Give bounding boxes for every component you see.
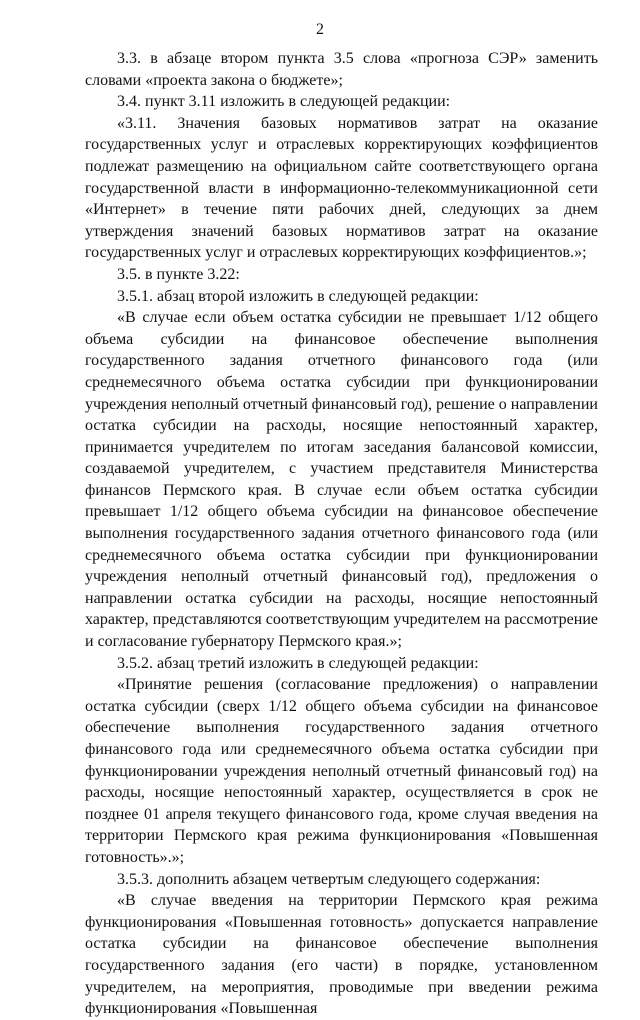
paragraph-3-5-1: 3.5.1. абзац второй изложить в следующей редакции: — [117, 287, 479, 305]
document-body — [85, 48, 598, 1020]
paragraph-3-3: 3.3. в абзаце втором пункта 3.5 слова «прогноза СЭР» заменить словами «проекта закона о бюджете»; — [85, 50, 598, 89]
paragraph-3-5-3: 3.5.3. дополнить абзацем четвертым следующего содержания: — [117, 870, 541, 888]
page-number: 2 — [316, 21, 324, 38]
paragraph-3-4: 3.4. пункт 3.11 изложить в следующей редакции: — [117, 93, 451, 111]
paragraph-3-5-2: 3.5.2. абзац третий изложить в следующей редакции: — [117, 654, 479, 672]
paragraph-3-5-1-text: «В случае если объем остатка субсидии не превышает 1/12 общего объема субсидии на финансовое обеспечение выполнения государственного задания отчетного финансового года (или среднемесячного объема остатка субсидии при функционировании учреждения неполный отчетный финансовый год), решение о направлении остатка субсидии на расходы, носящие непостоянный характер, принимается учредителем по итогам заседания балансовой комиссии, создаваемой учредителем, с участием представителя Министерства финансов Пермского края. В случае если объем остатка субсидии превышает 1/12 общего объема субсидии на финансовое обеспечение выполнения государственного задания отчетного финансового года (или среднемесячного объема остатка субсидии при функционировании учреждения неполный отчетный финансовый год), предложения о направлении остатка субсидии на расходы, носящие непостоянный характер, представляются соответствующим учредителем на рассмотрение и согласование губернатору Пермского края.»; — [85, 309, 598, 651]
paragraph-3-5-2-text: «Принятие решения (согласование предложения) о направлении остатка субсидии (сверх 1/12 общего объема субсидии на финансовое обеспечение выполнения государственного задания отчетного финансового года или среднемесячного объема остатка субсидии при функционировании учреждения неполный отчетный финансовый год) на расходы, носящие непостоянный характер, осуществляется в срок не позднее 01 апреля текущего финансового года, кроме случая введения на территории Пермского края режима функционирования «Повышенная готовность».»; — [85, 676, 598, 866]
paragraph-3-5-3-text: «В случае введения на территории Пермского края режима функционирования «Повышенная готовность» допускается направление остатка субсидии на финансовое обеспечение выполнения государственного задания (его части) в порядке, установленном учредителем, на мероприятия, проводимые при введении режима функционирования «Повышенная — [85, 892, 598, 1018]
paragraph-3-5: 3.5. в пункте 3.22: — [117, 265, 240, 283]
paragraph-3-11-text: «3.11. Значения базовых нормативов затрат на оказание государственных услуг и отраслевых корректирующих коэффициентов подлежат размещению на официальном сайте соответствующего органа государственной власти в информационно-телекоммуникационной сети «Интернет» в течение пяти рабочих дней, следующих за днем утверждения значений базовых нормативов затрат на оказание государственных услуг и отраслевых корректирующих коэффициентов.»; — [85, 114, 598, 262]
